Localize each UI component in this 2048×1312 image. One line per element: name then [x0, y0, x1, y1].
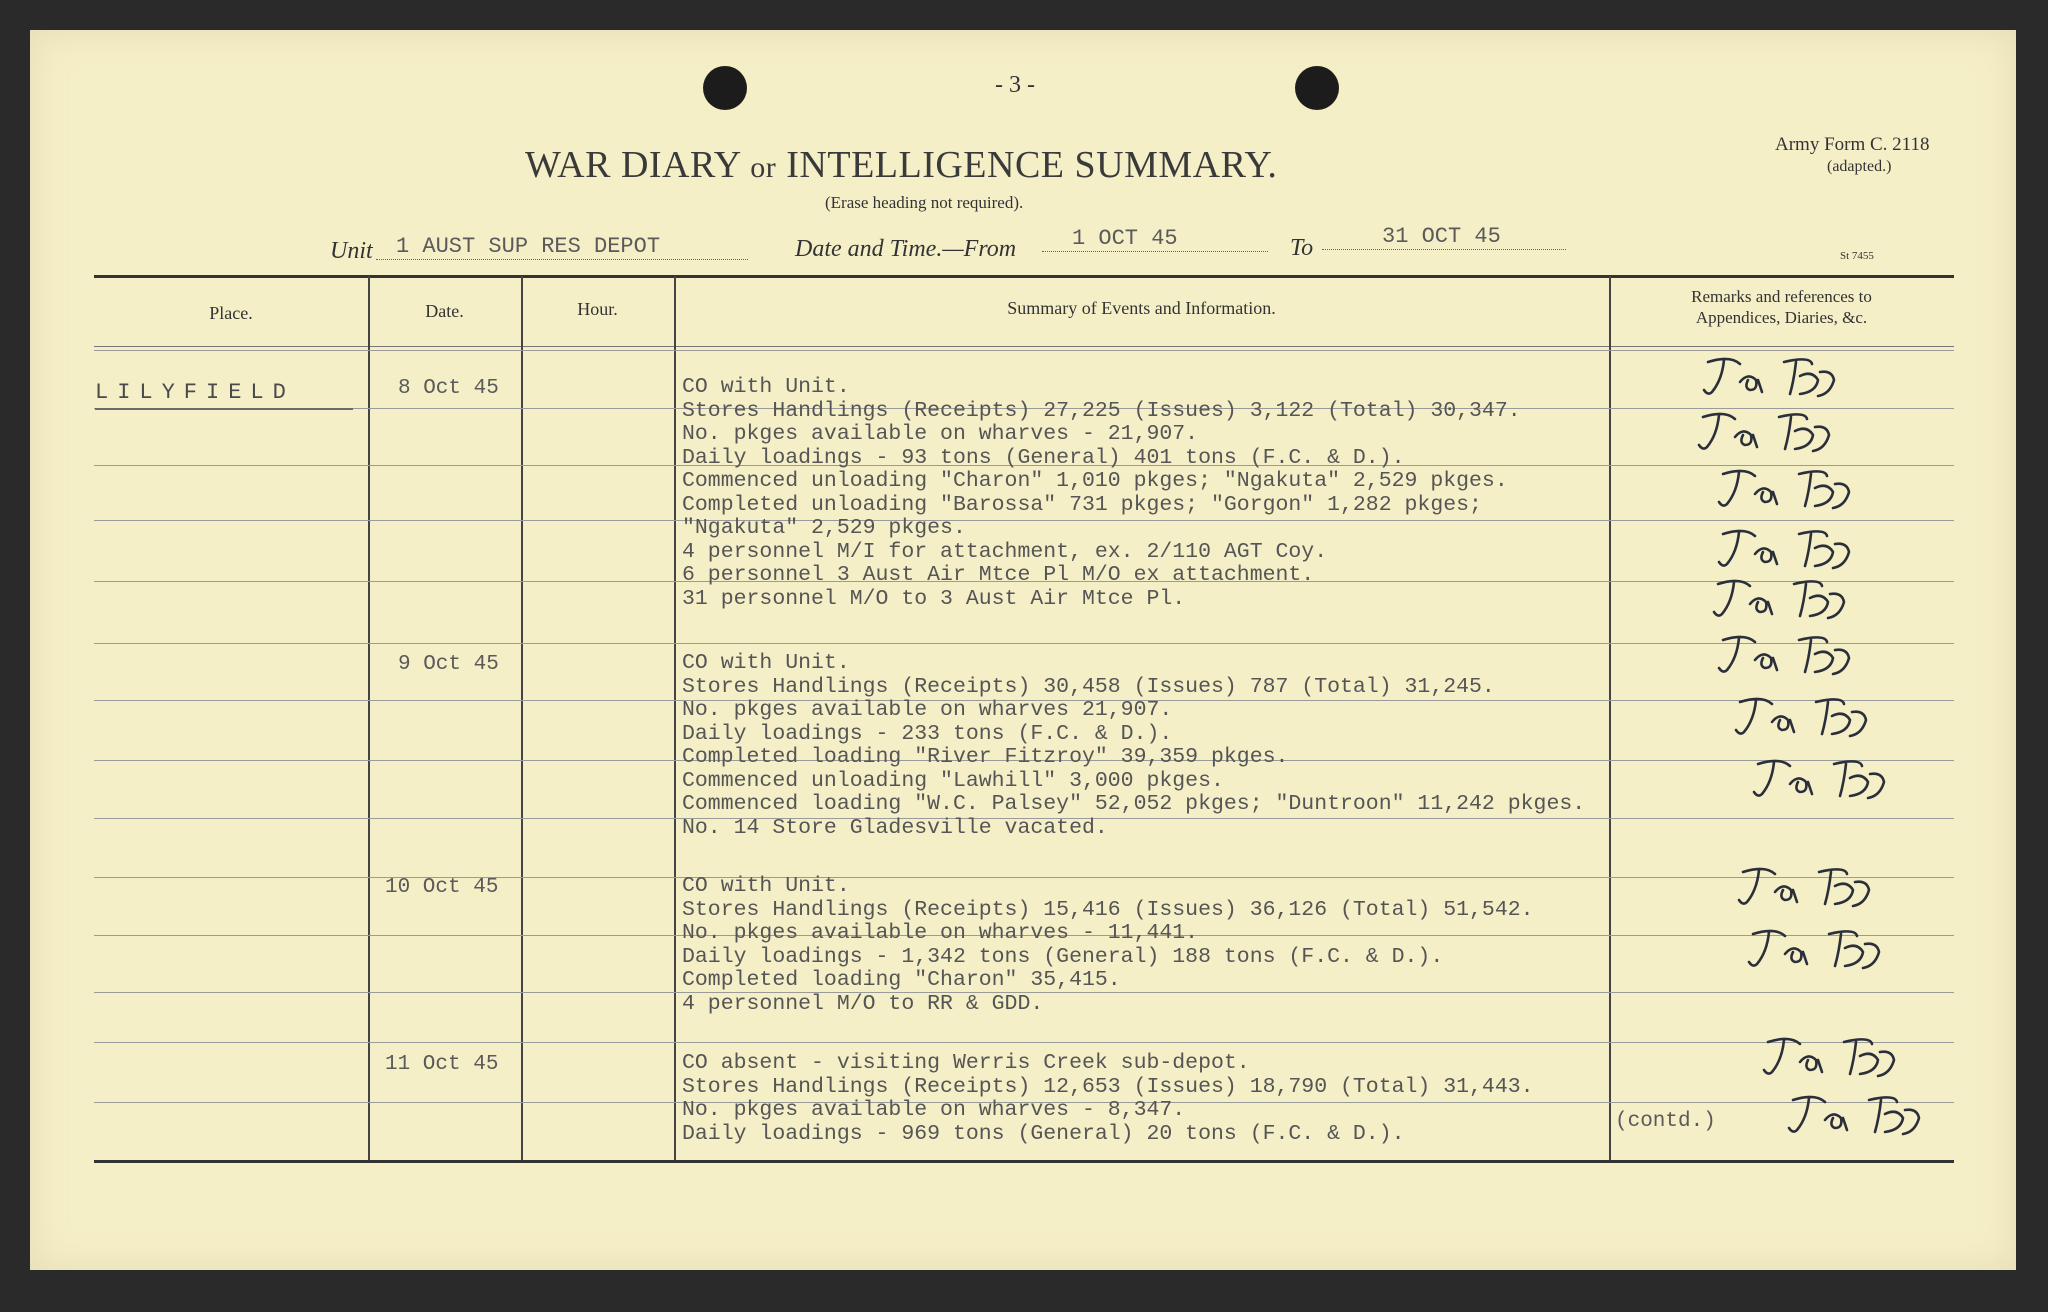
entry-line: CO with Unit.: [682, 874, 850, 898]
entry-line: Completed loading "River Fitzroy" 39,359 pkges.: [682, 745, 1289, 769]
column-header-remarks-1: Remarks and references to: [1691, 287, 1872, 306]
table-top-border: [94, 275, 1954, 278]
handwritten-initials: [1750, 752, 1900, 812]
handwritten-initials: [1785, 1088, 1935, 1148]
handwritten-initials: [1760, 1030, 1910, 1090]
entry-line: 4 personnel M/I for attachment, ex. 2/110 AGT Coy.: [682, 539, 1328, 564]
entry-line: Commenced unloading "Lawhill" 3,000 pkges.: [682, 768, 1224, 793]
handwritten-initials: [1745, 922, 1895, 982]
to-date-value: 31 OCT 45: [1322, 224, 1566, 250]
page-number: - 3 -: [995, 72, 1035, 98]
column-header-hour: Hour.: [577, 299, 618, 319]
entry-line: Daily loadings - 93 tons (General) 401 tons (F.C. & D.).: [682, 445, 1405, 470]
handwritten-initials: [1735, 860, 1885, 920]
entry-line: Stores Handlings (Receipts) 27,225 (Issues) 3,122 (Total) 30,347.: [682, 398, 1521, 423]
entry-line: CO absent - visiting Werris Creek sub-depot.: [682, 1051, 1250, 1075]
handwritten-initials: [1715, 628, 1865, 688]
handwritten-initials: [1700, 350, 1850, 410]
entry-date: 8 Oct 45: [398, 377, 499, 400]
entry-line: Completed unloading "Barossa" 731 pkges; "Gorgon" 1,282 pkges;: [682, 492, 1482, 517]
entry-line: No. pkges available on wharves - 11,441.: [682, 921, 1199, 945]
entry-line: Commenced loading "W.C. Palsey" 52,052 pkges; "Duntroon" 11,242 pkges.: [682, 792, 1586, 816]
ruled-line: [94, 350, 1954, 351]
erase-note: (Erase heading not required).: [825, 193, 1024, 212]
column-header-remarks-2: Appendices, Diaries, &c.: [1695, 308, 1868, 327]
place-underline: [95, 408, 353, 410]
army-form-number: Army Form C. 2118: [1775, 134, 1930, 155]
punch-hole-right: [1295, 66, 1339, 110]
unit-label: Unit: [330, 238, 373, 264]
remarks-contd: (contd.): [1615, 1110, 1716, 1133]
unit-value: 1 AUST SUP RES DEPOT: [376, 234, 748, 260]
column-header-place: Place.: [209, 303, 253, 323]
entry-line: Stores Handlings (Receipts) 30,458 (Issues) 787 (Total) 31,245.: [682, 674, 1495, 699]
title-intelligence-summary: INTELLIGENCE SUMMARY.: [786, 144, 1278, 186]
from-date-value: 1 OCT 45: [1042, 226, 1268, 252]
entry-line: No. pkges available on wharves - 8,347.: [682, 1098, 1186, 1122]
entry-line: "Ngakuta" 2,529 pkges.: [682, 516, 966, 540]
stock-number: St 7455: [1840, 250, 1874, 262]
ruled-line: [94, 520, 1954, 521]
column-header-date: Date.: [425, 301, 464, 321]
entry-line: Stores Handlings (Receipts) 12,653 (Issues) 18,790 (Total) 31,443.: [682, 1074, 1534, 1099]
handwritten-initials: [1695, 405, 1845, 465]
entry-line: Commenced unloading "Charon" 1,010 pkges; "Ngakuta" 2,529 pkges.: [682, 469, 1508, 493]
entry-line: Completed loading "Charon" 35,415.: [682, 968, 1121, 992]
to-label: To: [1290, 235, 1314, 261]
ruled-line: [94, 643, 1954, 644]
form-title: [525, 143, 1277, 187]
entry-line: No. 14 Store Gladesville vacated.: [682, 815, 1108, 840]
header-divider: [94, 346, 1954, 347]
entry-line: CO with Unit.: [682, 375, 850, 399]
ruled-line: [94, 1042, 1954, 1043]
entry-line: Daily loadings - 233 tons (F.C. & D.).: [682, 721, 1173, 746]
entry-line: 6 personnel 3 Aust Air Mtce Pl M/O ex attachment.: [682, 563, 1315, 587]
entry-line: Stores Handlings (Receipts) 15,416 (Issues) 36,126 (Total) 51,542.: [682, 897, 1534, 922]
column-header-summary: Summary of Events and Information.: [1007, 298, 1276, 318]
handwritten-initials: [1715, 462, 1865, 522]
place-value: LILYFIELD: [95, 380, 295, 405]
entry-date: 9 Oct 45: [398, 653, 499, 676]
punch-hole-left: [703, 66, 747, 110]
ruled-line: [94, 877, 1954, 878]
entry-line: Daily loadings - 969 tons (General) 20 tons (F.C. & D.).: [682, 1121, 1405, 1146]
entry-line: No. pkges available on wharves - 21,907.: [682, 422, 1199, 446]
entry-line: CO with Unit.: [682, 651, 850, 675]
title-war-diary: WAR DIARY: [525, 144, 741, 186]
date-time-label: Date and Time.—From: [795, 236, 1017, 262]
entry-line: No. pkges available on wharves 21,907.: [682, 698, 1173, 722]
adapted-note: (adapted.): [1827, 158, 1892, 175]
entry-date: 10 Oct 45: [385, 876, 499, 899]
entry-line: 31 personnel M/O to 3 Aust Air Mtce Pl.: [682, 586, 1186, 611]
table-bottom-border: [94, 1160, 1954, 1163]
handwritten-initials: [1710, 572, 1860, 632]
entry-line: Daily loadings - 1,342 tons (General) 188 tons (F.C. & D.).: [682, 944, 1444, 969]
title-or: or: [750, 151, 777, 184]
handwritten-initials: [1732, 690, 1882, 750]
entry-date: 11 Oct 45: [385, 1053, 499, 1076]
entry-line: 4 personnel M/O to RR & GDD.: [682, 991, 1044, 1016]
